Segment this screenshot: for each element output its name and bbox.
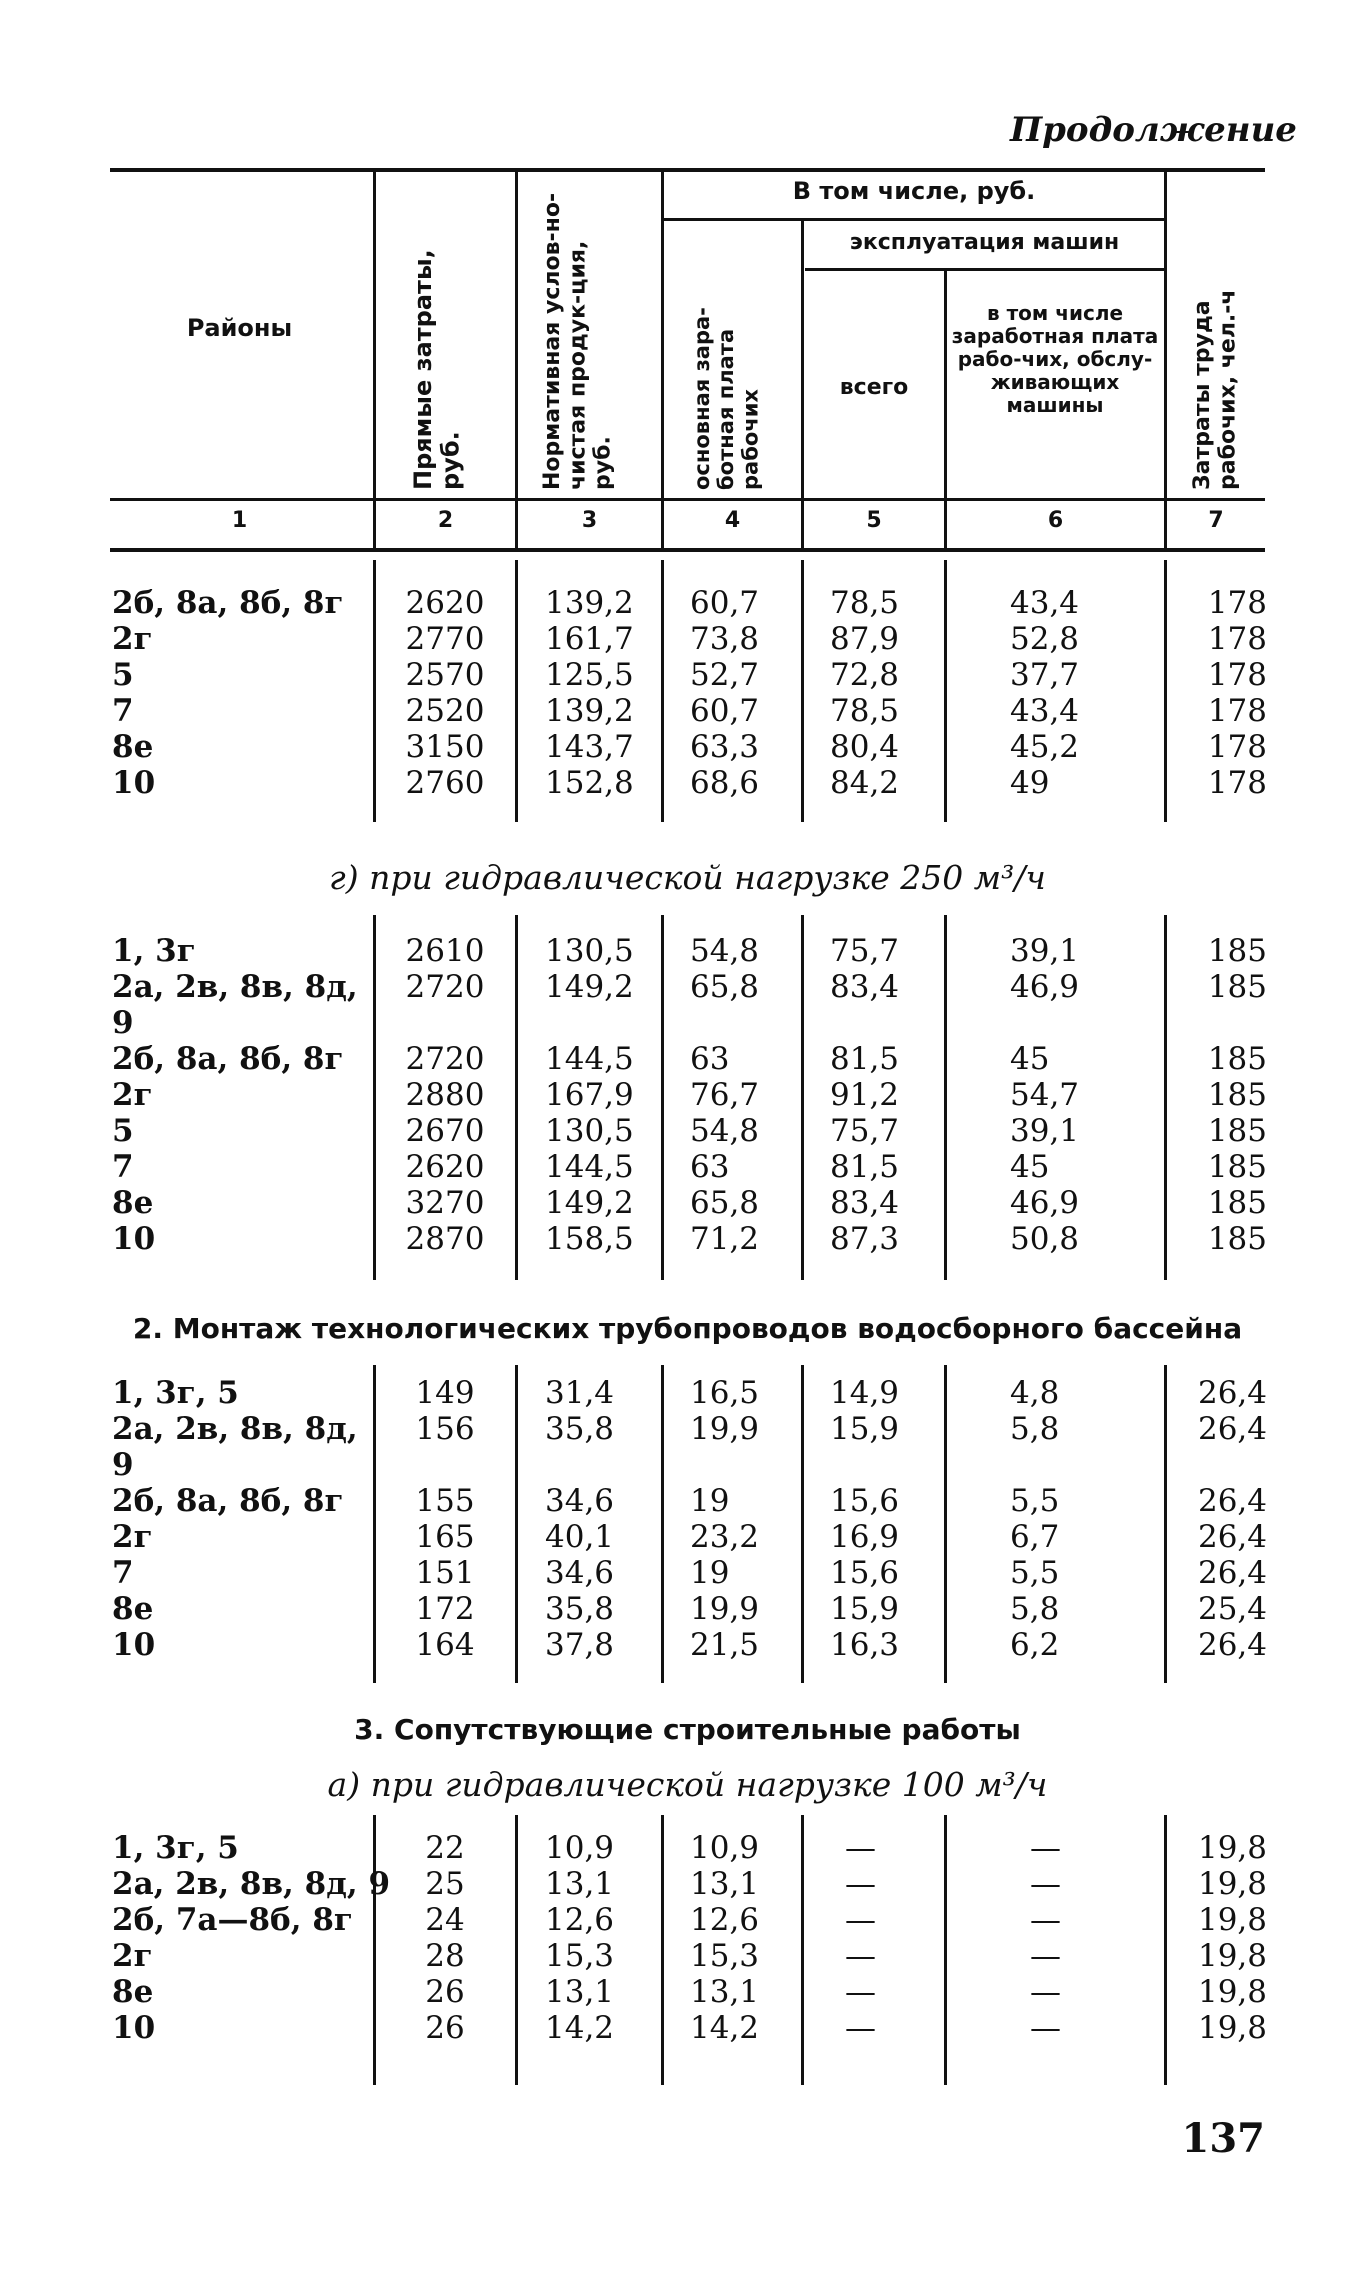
base-wage-cell: 63 bbox=[690, 1041, 730, 1077]
machines-total-cell: 81,5 bbox=[830, 1041, 900, 1077]
direct-costs-cell: 2670 bbox=[405, 1113, 485, 1149]
direct-costs-cell: 151 bbox=[415, 1555, 475, 1591]
direct-costs-cell: 2760 bbox=[405, 765, 485, 801]
machines-total-cell: — bbox=[845, 1830, 876, 1866]
direct-costs-cell: 172 bbox=[415, 1591, 475, 1627]
colnum-2: 2 bbox=[437, 508, 454, 533]
normative-cell: 35,8 bbox=[545, 1591, 615, 1627]
machines-wage-cell: 37,7 bbox=[1010, 657, 1080, 693]
labor-cell: 26,4 bbox=[1197, 1483, 1267, 1519]
machines-total-cell: 84,2 bbox=[830, 765, 900, 801]
labor-cell: 185 bbox=[1207, 1149, 1267, 1185]
direct-costs-cell: 164 bbox=[415, 1627, 475, 1663]
normative-cell: 158,5 bbox=[545, 1221, 634, 1257]
normative-cell: 34,6 bbox=[545, 1555, 615, 1591]
machines-total-cell: 72,8 bbox=[830, 657, 900, 693]
table-row bbox=[0, 1902, 1372, 1938]
normative-cell: 130,5 bbox=[545, 933, 634, 969]
labor-cell: 185 bbox=[1207, 1041, 1267, 1077]
header-vrule-4 bbox=[801, 221, 804, 552]
normative-cell: 143,7 bbox=[545, 729, 634, 765]
region-cell: 8е bbox=[112, 1591, 154, 1627]
machines-wage-cell: 45 bbox=[1010, 1149, 1050, 1185]
table-row bbox=[0, 1519, 1372, 1555]
machines-wage-cell: 45 bbox=[1010, 1041, 1050, 1077]
table-row bbox=[0, 1411, 1372, 1447]
region-cell: 2б, 8а, 8б, 8г bbox=[112, 1041, 344, 1077]
section-1-caption: г) при гидравлической нагрузке 250 м³/ч bbox=[329, 858, 1046, 897]
normative-cell: 149,2 bbox=[545, 969, 634, 1005]
region-cell: 1, 3г, 5 bbox=[112, 1830, 239, 1866]
machines-wage-cell: 5,8 bbox=[1010, 1591, 1060, 1627]
table-row bbox=[0, 1483, 1372, 1519]
base-wage-cell: 68,6 bbox=[690, 765, 760, 801]
machines-wage-cell: — bbox=[1030, 1866, 1061, 1902]
labor-cell: 25,4 bbox=[1197, 1591, 1267, 1627]
base-wage-cell: 16,5 bbox=[690, 1375, 760, 1411]
section-2-caption: 2. Монтаж технологических трубопроводов водосборного бассейна bbox=[132, 1312, 1243, 1345]
region-cell: 5 bbox=[112, 657, 134, 693]
table-row bbox=[0, 1149, 1372, 1185]
direct-costs-cell: 3270 bbox=[405, 1185, 485, 1221]
normative-cell: 130,5 bbox=[545, 1113, 634, 1149]
machines-wage-cell: 54,7 bbox=[1010, 1077, 1080, 1113]
machines-wage-cell: 46,9 bbox=[1010, 1185, 1080, 1221]
region-cell: 10 bbox=[112, 1627, 156, 1663]
direct-costs-cell: 165 bbox=[415, 1519, 475, 1555]
machines-total-cell: 81,5 bbox=[830, 1149, 900, 1185]
table-row bbox=[0, 693, 1372, 729]
header-vrule-1 bbox=[373, 172, 376, 552]
normative-cell: 13,1 bbox=[545, 1974, 615, 2010]
machines-total-cell: 91,2 bbox=[830, 1077, 900, 1113]
table-row bbox=[0, 1627, 1372, 1663]
normative-cell: 10,9 bbox=[545, 1830, 615, 1866]
region-cell: 9 bbox=[112, 1447, 134, 1483]
machines-wage-cell: 6,2 bbox=[1010, 1627, 1060, 1663]
header-normative: Нормативная услов-но-чистая продук-ция, руб. bbox=[540, 192, 616, 490]
machines-wage-cell: — bbox=[1030, 1974, 1061, 2010]
base-wage-cell: 23,2 bbox=[690, 1519, 760, 1555]
table-row bbox=[0, 1221, 1372, 1257]
region-cell: 10 bbox=[112, 1221, 156, 1257]
base-wage-cell: 63,3 bbox=[690, 729, 760, 765]
region-cell: 9 bbox=[112, 1005, 134, 1041]
header-incl-wage: в том числе заработная плата рабо-чих, обслу-живающих машины bbox=[951, 301, 1159, 417]
base-wage-cell: 65,8 bbox=[690, 969, 760, 1005]
labor-cell: 26,4 bbox=[1197, 1519, 1267, 1555]
base-wage-cell: 54,8 bbox=[690, 1113, 760, 1149]
table-row bbox=[0, 1077, 1372, 1113]
region-cell: 2б, 8а, 8б, 8г bbox=[112, 1483, 344, 1519]
machines-wage-cell: 5,5 bbox=[1010, 1483, 1060, 1519]
normative-cell: 125,5 bbox=[545, 657, 634, 693]
header-regions: Районы bbox=[186, 314, 293, 342]
base-wage-cell: 60,7 bbox=[690, 693, 760, 729]
labor-cell: 19,8 bbox=[1197, 1830, 1267, 1866]
region-cell: 8е bbox=[112, 729, 154, 765]
machines-total-cell: 75,7 bbox=[830, 1113, 900, 1149]
machines-wage-cell: 6,7 bbox=[1010, 1519, 1060, 1555]
table-row bbox=[0, 1113, 1372, 1149]
header-bottom-rule bbox=[110, 498, 1265, 501]
section-3-caption: 3. Сопутствующие строительные работы bbox=[354, 1713, 1021, 1746]
labor-cell: 185 bbox=[1207, 969, 1267, 1005]
labor-cell: 178 bbox=[1207, 765, 1267, 801]
machines-wage-cell: 43,4 bbox=[1010, 693, 1080, 729]
normative-cell: 35,8 bbox=[545, 1411, 615, 1447]
header-vrule-3 bbox=[661, 172, 664, 552]
base-wage-cell: 54,8 bbox=[690, 933, 760, 969]
machines-wage-cell: 5,8 bbox=[1010, 1411, 1060, 1447]
direct-costs-cell: 2610 bbox=[405, 933, 485, 969]
region-cell: 10 bbox=[112, 765, 156, 801]
table-row bbox=[0, 1041, 1372, 1077]
table-row bbox=[0, 1830, 1372, 1866]
base-wage-cell: 13,1 bbox=[690, 1866, 760, 1902]
colnum-6: 6 bbox=[1047, 508, 1064, 533]
normative-cell: 144,5 bbox=[545, 1041, 634, 1077]
direct-costs-cell: 2570 bbox=[405, 657, 485, 693]
direct-costs-cell: 3150 bbox=[405, 729, 485, 765]
table-row bbox=[0, 969, 1372, 1005]
header-labor: Затраты труда рабочих, чел.-ч bbox=[1190, 289, 1241, 490]
region-cell: 8е bbox=[112, 1974, 154, 2010]
labor-cell: 185 bbox=[1207, 1077, 1267, 1113]
normative-cell: 15,3 bbox=[545, 1938, 615, 1974]
base-wage-cell: 12,6 bbox=[690, 1902, 760, 1938]
header-including: В том числе, руб. bbox=[792, 177, 1036, 205]
table-row bbox=[0, 1974, 1372, 2010]
labor-cell: 178 bbox=[1207, 693, 1267, 729]
machines-total-cell: 83,4 bbox=[830, 1185, 900, 1221]
table-row bbox=[0, 1185, 1372, 1221]
machines-rule bbox=[805, 268, 1164, 271]
column-numbers-bottom-rule bbox=[110, 548, 1265, 552]
machines-wage-cell: 4,8 bbox=[1010, 1375, 1060, 1411]
labor-cell: 19,8 bbox=[1197, 1902, 1267, 1938]
machines-wage-cell: 45,2 bbox=[1010, 729, 1080, 765]
direct-costs-cell: 28 bbox=[425, 1938, 465, 1974]
normative-cell: 14,2 bbox=[545, 2010, 615, 2046]
direct-costs-cell: 2620 bbox=[405, 585, 485, 621]
continued-label: Продолжение bbox=[1010, 110, 1297, 150]
direct-costs-cell: 26 bbox=[425, 1974, 465, 2010]
direct-costs-cell: 25 bbox=[425, 1866, 465, 1902]
machines-total-cell: 83,4 bbox=[830, 969, 900, 1005]
base-wage-cell: 15,3 bbox=[690, 1938, 760, 1974]
normative-cell: 139,2 bbox=[545, 693, 634, 729]
machines-total-cell: — bbox=[845, 2010, 876, 2046]
base-wage-cell: 19,9 bbox=[690, 1411, 760, 1447]
direct-costs-cell: 156 bbox=[415, 1411, 475, 1447]
region-cell: 2г bbox=[112, 621, 153, 657]
machines-total-cell: 87,9 bbox=[830, 621, 900, 657]
labor-cell: 185 bbox=[1207, 1185, 1267, 1221]
base-wage-cell: 10,9 bbox=[690, 1830, 760, 1866]
machines-wage-cell: — bbox=[1030, 1902, 1061, 1938]
region-cell: 2а, 2в, 8в, 8д, 9 bbox=[112, 1866, 391, 1902]
table-top-rule bbox=[110, 168, 1265, 172]
machines-total-cell: — bbox=[845, 1938, 876, 1974]
machines-total-cell: 15,9 bbox=[830, 1591, 900, 1627]
machines-wage-cell: — bbox=[1030, 2010, 1061, 2046]
normative-cell: 34,6 bbox=[545, 1483, 615, 1519]
labor-cell: 185 bbox=[1207, 933, 1267, 969]
table-row bbox=[0, 933, 1372, 969]
region-cell: 2г bbox=[112, 1077, 153, 1113]
header-direct-costs: Прямые затраты, руб. bbox=[409, 249, 465, 490]
normative-cell: 37,8 bbox=[545, 1627, 615, 1663]
region-cell: 8е bbox=[112, 1185, 154, 1221]
machines-total-cell: 16,3 bbox=[830, 1627, 900, 1663]
labor-cell: 19,8 bbox=[1197, 2010, 1267, 2046]
base-wage-cell: 76,7 bbox=[690, 1077, 760, 1113]
region-cell: 2а, 2в, 8в, 8д, bbox=[112, 969, 358, 1005]
normative-cell: 149,2 bbox=[545, 1185, 634, 1221]
base-wage-cell: 73,8 bbox=[690, 621, 760, 657]
base-wage-cell: 19 bbox=[690, 1483, 730, 1519]
labor-cell: 19,8 bbox=[1197, 1974, 1267, 2010]
base-wage-cell: 19 bbox=[690, 1555, 730, 1591]
machines-total-cell: 75,7 bbox=[830, 933, 900, 969]
table-row bbox=[0, 1555, 1372, 1591]
machines-wage-cell: 39,1 bbox=[1010, 1113, 1080, 1149]
table-row bbox=[0, 1447, 1372, 1483]
colnum-7: 7 bbox=[1208, 508, 1224, 533]
labor-cell: 26,4 bbox=[1197, 1375, 1267, 1411]
machines-wage-cell: 43,4 bbox=[1010, 585, 1080, 621]
direct-costs-cell: 2720 bbox=[405, 969, 485, 1005]
machines-wage-cell: — bbox=[1030, 1938, 1061, 1974]
normative-cell: 31,4 bbox=[545, 1375, 615, 1411]
base-wage-cell: 52,7 bbox=[690, 657, 760, 693]
table-row bbox=[0, 2010, 1372, 2046]
header-vrule-6 bbox=[1164, 172, 1167, 552]
colnum-1: 1 bbox=[231, 508, 248, 533]
normative-cell: 139,2 bbox=[545, 585, 634, 621]
direct-costs-cell: 2880 bbox=[405, 1077, 485, 1113]
normative-cell: 144,5 bbox=[545, 1149, 634, 1185]
table-row bbox=[0, 765, 1372, 801]
labor-cell: 19,8 bbox=[1197, 1938, 1267, 1974]
base-wage-cell: 21,5 bbox=[690, 1627, 760, 1663]
region-cell: 7 bbox=[112, 693, 134, 729]
labor-cell: 26,4 bbox=[1197, 1627, 1267, 1663]
direct-costs-cell: 26 bbox=[425, 2010, 465, 2046]
region-cell: 2б, 7а—8б, 8г bbox=[112, 1902, 353, 1938]
colnum-4: 4 bbox=[724, 508, 741, 533]
table-row bbox=[0, 1938, 1372, 1974]
region-cell: 7 bbox=[112, 1149, 134, 1185]
direct-costs-cell: 2770 bbox=[405, 621, 485, 657]
table-row bbox=[0, 1866, 1372, 1902]
base-wage-cell: 13,1 bbox=[690, 1974, 760, 2010]
machines-total-cell: — bbox=[845, 1866, 876, 1902]
base-wage-cell: 63 bbox=[690, 1149, 730, 1185]
machines-wage-cell: 46,9 bbox=[1010, 969, 1080, 1005]
header-total: всего bbox=[839, 375, 909, 400]
direct-costs-cell: 2870 bbox=[405, 1221, 485, 1257]
direct-costs-cell: 24 bbox=[425, 1902, 465, 1938]
region-cell: 7 bbox=[112, 1555, 134, 1591]
machines-total-cell: — bbox=[845, 1974, 876, 2010]
base-wage-cell: 19,9 bbox=[690, 1591, 760, 1627]
machines-total-cell: 16,9 bbox=[830, 1519, 900, 1555]
table-row bbox=[0, 1591, 1372, 1627]
labor-cell: 178 bbox=[1207, 621, 1267, 657]
machines-wage-cell: 39,1 bbox=[1010, 933, 1080, 969]
machines-total-cell: 78,5 bbox=[830, 693, 900, 729]
normative-cell: 161,7 bbox=[545, 621, 634, 657]
labor-cell: 178 bbox=[1207, 729, 1267, 765]
machines-total-cell: 80,4 bbox=[830, 729, 900, 765]
labor-cell: 178 bbox=[1207, 585, 1267, 621]
labor-cell: 178 bbox=[1207, 657, 1267, 693]
normative-cell: 167,9 bbox=[545, 1077, 634, 1113]
direct-costs-cell: 2720 bbox=[405, 1041, 485, 1077]
machines-total-cell: 87,3 bbox=[830, 1221, 900, 1257]
labor-cell: 19,8 bbox=[1197, 1866, 1267, 1902]
direct-costs-cell: 149 bbox=[415, 1375, 475, 1411]
labor-cell: 185 bbox=[1207, 1221, 1267, 1257]
base-wage-cell: 60,7 bbox=[690, 585, 760, 621]
region-cell: 1, 3г bbox=[112, 933, 196, 969]
machines-wage-cell: — bbox=[1030, 1830, 1061, 1866]
including-rule bbox=[664, 218, 1164, 221]
machines-total-cell: 15,6 bbox=[830, 1483, 900, 1519]
table-row bbox=[0, 621, 1372, 657]
direct-costs-cell: 2620 bbox=[405, 1149, 485, 1185]
header-vrule-2 bbox=[515, 172, 518, 552]
normative-cell: 152,8 bbox=[545, 765, 634, 801]
section-3-subcaption: а) при гидравлической нагрузке 100 м³/ч bbox=[327, 1765, 1048, 1804]
region-cell: 1, 3г, 5 bbox=[112, 1375, 239, 1411]
machines-wage-cell: 5,5 bbox=[1010, 1555, 1060, 1591]
region-cell: 2г bbox=[112, 1938, 153, 1974]
page-number: 137 bbox=[1181, 2115, 1265, 2162]
region-cell: 2а, 2в, 8в, 8д, bbox=[112, 1411, 358, 1447]
region-cell: 2б, 8а, 8б, 8г bbox=[112, 585, 344, 621]
table-row bbox=[0, 1005, 1372, 1041]
direct-costs-cell: 2520 bbox=[405, 693, 485, 729]
region-cell: 10 bbox=[112, 2010, 156, 2046]
labor-cell: 26,4 bbox=[1197, 1555, 1267, 1591]
table-row bbox=[0, 585, 1372, 621]
table-row bbox=[0, 657, 1372, 693]
normative-cell: 12,6 bbox=[545, 1902, 615, 1938]
header-machine-operation: эксплуатация машин bbox=[849, 230, 1120, 255]
base-wage-cell: 65,8 bbox=[690, 1185, 760, 1221]
colnum-3: 3 bbox=[581, 508, 598, 533]
colnum-5: 5 bbox=[866, 508, 882, 533]
direct-costs-cell: 155 bbox=[415, 1483, 475, 1519]
labor-cell: 185 bbox=[1207, 1113, 1267, 1149]
region-cell: 5 bbox=[112, 1113, 134, 1149]
normative-cell: 13,1 bbox=[545, 1866, 615, 1902]
header-base-wage: основная зара-ботная плата рабочих bbox=[690, 307, 763, 490]
direct-costs-cell: 22 bbox=[425, 1830, 465, 1866]
machines-wage-cell: 50,8 bbox=[1010, 1221, 1080, 1257]
machines-wage-cell: 52,8 bbox=[1010, 621, 1080, 657]
machines-total-cell: — bbox=[845, 1902, 876, 1938]
machines-total-cell: 78,5 bbox=[830, 585, 900, 621]
machines-total-cell: 14,9 bbox=[830, 1375, 900, 1411]
machines-wage-cell: 49 bbox=[1010, 765, 1050, 801]
labor-cell: 26,4 bbox=[1197, 1411, 1267, 1447]
table-row bbox=[0, 1375, 1372, 1411]
region-cell: 2г bbox=[112, 1519, 153, 1555]
normative-cell: 40,1 bbox=[545, 1519, 615, 1555]
machines-total-cell: 15,9 bbox=[830, 1411, 900, 1447]
base-wage-cell: 14,2 bbox=[690, 2010, 760, 2046]
table-row bbox=[0, 729, 1372, 765]
machines-total-cell: 15,6 bbox=[830, 1555, 900, 1591]
base-wage-cell: 71,2 bbox=[690, 1221, 760, 1257]
